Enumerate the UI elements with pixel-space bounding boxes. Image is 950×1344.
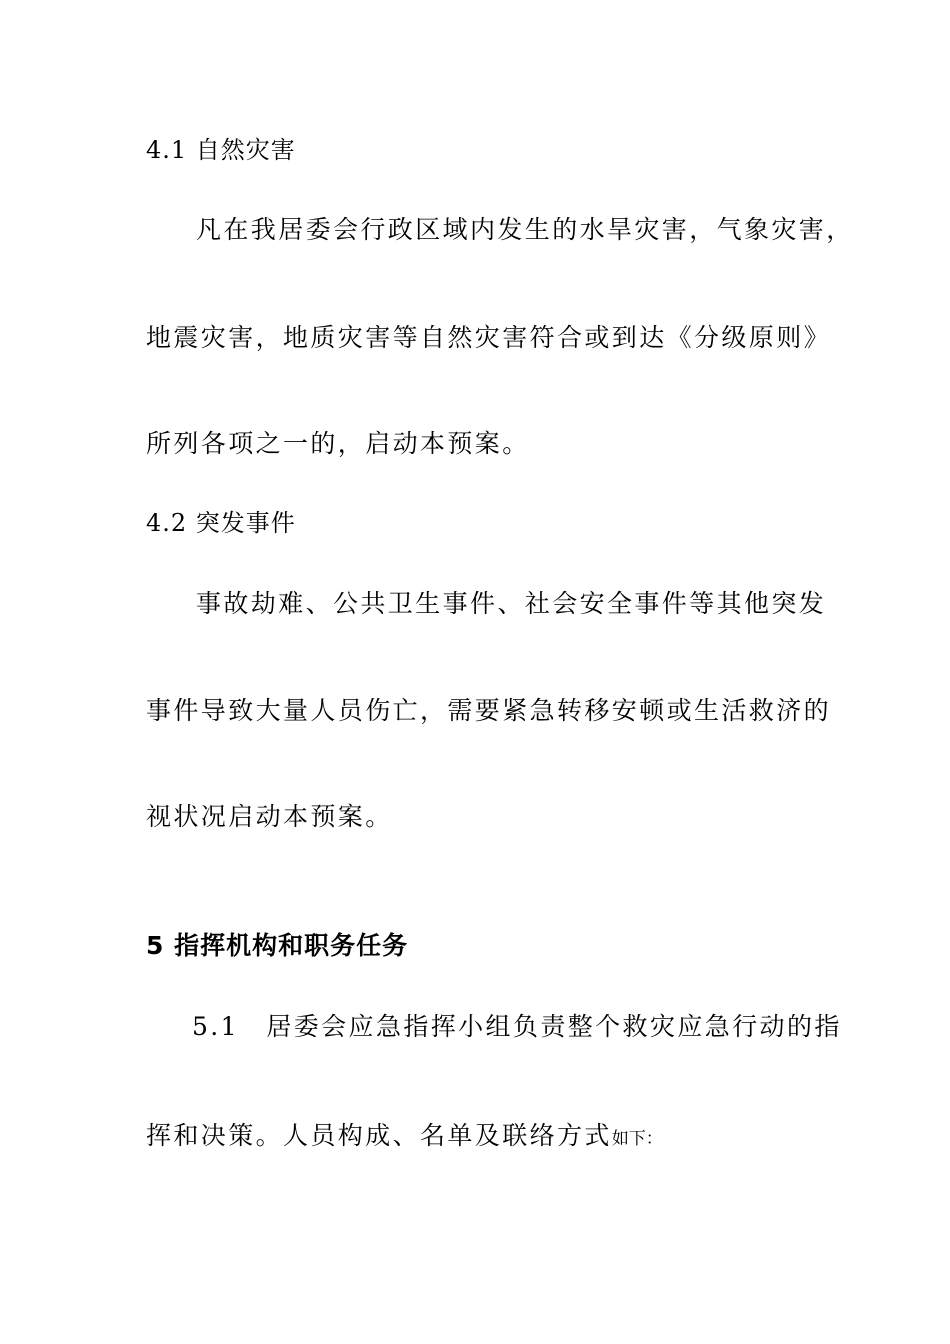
paragraph-4-1-line-3: 所列各项之一的，启动本预案。 bbox=[146, 429, 530, 458]
paragraph-4-1-line-1: 凡在我居委会行政区域内发生的水旱灾害，气象灾害， bbox=[196, 215, 854, 244]
paragraph-5-1-line-1: 5.1 居委会应急指挥小组负责整个救灾应急行动的指 bbox=[192, 1012, 842, 1041]
paragraph-4-2-line-1: 事故劫难、公共卫生事件、社会安全事件等其他突发 bbox=[196, 589, 827, 618]
section-heading-4-1: 4.1 自然灾害 bbox=[146, 136, 296, 164]
paragraph-5-1-line-2-suffix: 如下： bbox=[611, 1129, 663, 1149]
paragraph-4-2-line-2: 事件导致大量人员伤亡，需要紧急转移安顿或生活救济的 bbox=[146, 696, 832, 725]
paragraph-5-1-line-2-text: 挥和决策。人员构成、名单及联络方式 bbox=[146, 1121, 612, 1150]
paragraph-5-1-line-2 bbox=[146, 1120, 663, 1155]
section-heading-5: 5 指挥机构和职务任务 bbox=[146, 931, 409, 960]
paragraph-4-2-line-3: 视状况启动本预案。 bbox=[146, 802, 393, 831]
section-heading-4-2: 4.2 突发事件 bbox=[146, 509, 296, 537]
paragraph-4-1-line-2: 地震灾害，地质灾害等自然灾害符合或到达《分级原则》 bbox=[146, 323, 832, 352]
